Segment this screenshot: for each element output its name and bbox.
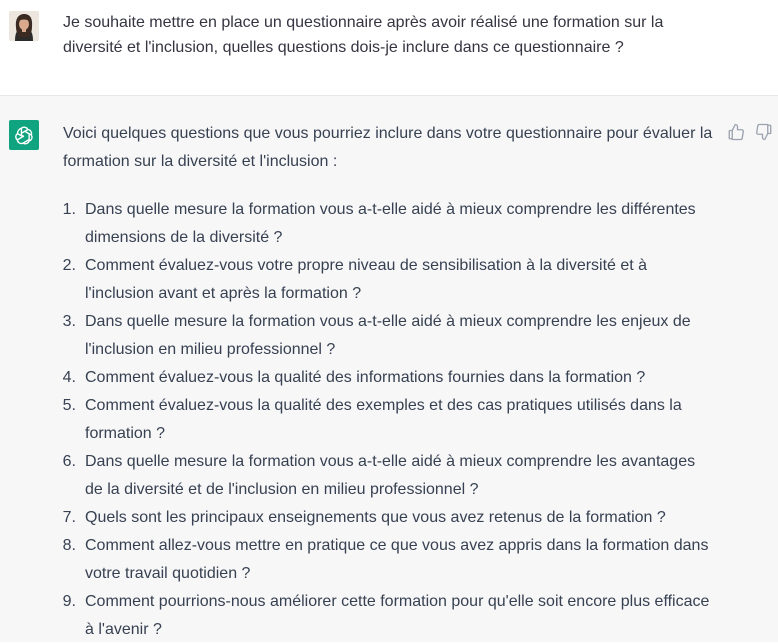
list-item xyxy=(63,196,713,252)
list-item xyxy=(63,504,713,532)
list-item-text: Comment évaluez-vous votre propre niveau de sensibilisation à la diversité et à l'inclusion avant et après la formation ? xyxy=(85,257,648,302)
user-message-text: Je souhaite mettre en place un questionnaire après avoir réalisé une formation sur la diversité et l'inclusion, quelles questions dois-je inclure dans ce questionnaire ? xyxy=(63,14,664,56)
list-number: 6. xyxy=(62,453,76,470)
assistant-avatar xyxy=(9,120,39,150)
list-item-text: Quels sont les principaux enseignements que vous avez retenus de la formation ? xyxy=(85,509,666,526)
list-item-text: Dans quelle mesure la formation vous a-t-elle aidé à mieux comprendre les enjeux de l'inclusion en milieu professionnel ? xyxy=(85,313,691,358)
list-item xyxy=(63,588,713,644)
list-item xyxy=(63,448,713,504)
list-item-text: Dans quelle mesure la formation vous a-t-elle aidé à mieux comprendre les avantages de la diversité et de l'inclusion en milieu professionnel ? xyxy=(85,453,696,498)
feedback-buttons xyxy=(727,123,773,141)
list-number: 1. xyxy=(62,201,76,218)
assistant-message-content xyxy=(63,120,713,644)
openai-logo-icon xyxy=(13,124,35,146)
list-number: 5. xyxy=(62,397,76,414)
list-item xyxy=(63,364,713,392)
list-number: 9. xyxy=(62,593,76,610)
list-item xyxy=(63,252,713,308)
list-item xyxy=(63,308,713,364)
list-item-text: Comment pourrions-nous améliorer cette formation pour qu'elle soit encore plus efficace à l'avenir ? xyxy=(85,593,710,638)
thumbs-up-icon[interactable] xyxy=(727,123,745,141)
list-item-text: Comment évaluez-vous la qualité des exemples et des cas pratiques utilisés dans la formation ? xyxy=(85,397,682,442)
list-number: 3. xyxy=(62,313,76,330)
list-number: 7. xyxy=(62,509,76,526)
list-item xyxy=(63,392,713,448)
list-number: 8. xyxy=(62,537,76,554)
user-message-row xyxy=(0,0,778,96)
assistant-message-row xyxy=(0,96,778,642)
list-number: 2. xyxy=(62,257,76,274)
list-item-text: Dans quelle mesure la formation vous a-t-elle aidé à mieux comprendre les différentes dimensions de la diversité ? xyxy=(85,201,696,246)
assistant-intro: Voici quelques questions que vous pourriez inclure dans votre questionnaire pour évaluer la formation sur la diversité et l'inclusion : xyxy=(63,125,713,170)
list-item-text: Comment évaluez-vous la qualité des informations fournies dans la formation ? xyxy=(85,369,646,386)
user-avatar xyxy=(9,11,39,41)
list-item-text: Comment allez-vous mettre en pratique ce que vous avez appris dans la formation dans votre travail quotidien ? xyxy=(85,537,709,582)
list-item xyxy=(63,532,713,588)
thumbs-down-icon[interactable] xyxy=(755,123,773,141)
questions-list xyxy=(63,196,713,644)
list-number: 4. xyxy=(62,369,76,386)
